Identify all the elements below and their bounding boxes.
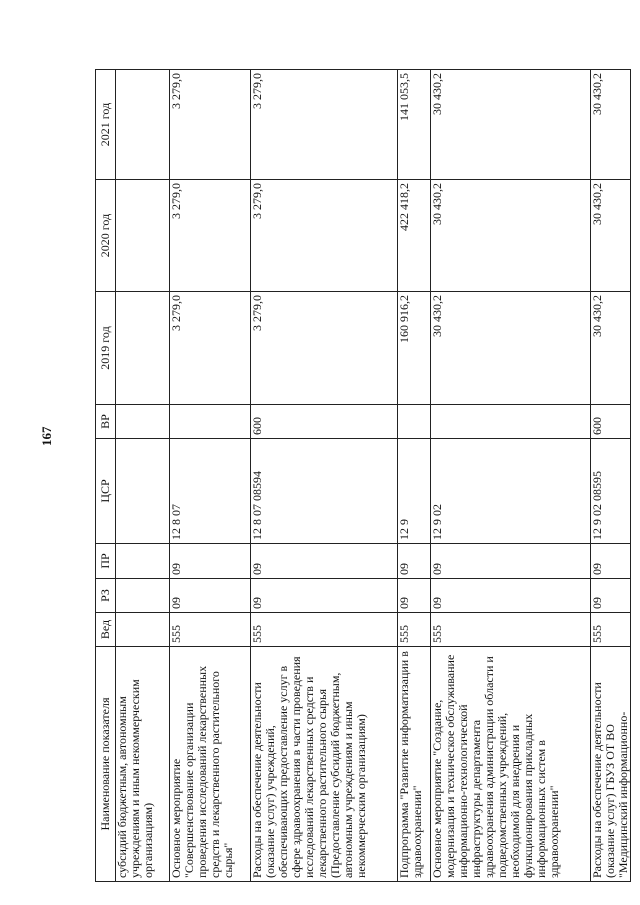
cell-vr: 600 xyxy=(251,405,398,439)
cell-2021: 30 430,2 xyxy=(591,70,631,180)
cell-2021: 141 053,5 xyxy=(398,70,431,180)
cell-name: Подпрограмма "Развитие информатизации в здравоохранении" xyxy=(398,647,431,882)
header-2021: 2021 год xyxy=(96,70,116,180)
cell-vr xyxy=(170,405,251,439)
cell-csr: 12 9 xyxy=(398,439,431,544)
header-rz: РЗ xyxy=(96,579,116,613)
cell-2019 xyxy=(116,292,170,405)
cell-2020: 422 418,2 xyxy=(398,180,431,292)
header-2019: 2019 год xyxy=(96,292,116,405)
cell-name: Расходы на обеспечение деятельности (оказание услуг) учреждений, обеспечивающих предоставление услуг в сфере здравоохранения в части проведения исследований лекарственных средств и лекарственного растительного сырья (Предоставление субсидий бюджетным, автономным учреждениям и иным некоммерческим организациям) xyxy=(251,647,398,882)
header-name: Наименование показателя xyxy=(96,647,116,882)
header-ved: Вед xyxy=(96,613,116,647)
cell-name: Основное мероприятие "Совершенствование организации проведения исследований лекарственных средств и лекарственного растительного сырья" xyxy=(170,647,251,882)
table-row xyxy=(431,70,591,882)
cell-2019: 30 430,2 xyxy=(431,292,591,405)
cell-2019: 3 279,0 xyxy=(251,292,398,405)
cell-2020: 30 430,2 xyxy=(591,180,631,292)
cell-ved: 555 xyxy=(251,613,398,647)
cell-csr: 12 9 02 08595 xyxy=(591,439,631,544)
cell-2019: 30 430,2 xyxy=(591,292,631,405)
cell-2021: 3 279,0 xyxy=(170,70,251,180)
header-csr: ЦСР xyxy=(96,439,116,544)
cell-vr: 600 xyxy=(591,405,631,439)
cell-2021: 3 279,0 xyxy=(251,70,398,180)
header-2020: 2020 год xyxy=(96,180,116,292)
table-row xyxy=(116,70,170,882)
table-row xyxy=(591,70,631,882)
cell-name: субсидий бюджетным, автономным учреждениям и иным некоммерческим организациям) xyxy=(116,647,170,882)
cell-2019: 160 916,2 xyxy=(398,292,431,405)
cell-ved: 555 xyxy=(591,613,631,647)
budget-table xyxy=(95,69,631,882)
cell-vr xyxy=(116,405,170,439)
table-row xyxy=(170,70,251,882)
cell-csr: 12 9 02 xyxy=(431,439,591,544)
cell-rz: 09 xyxy=(251,579,398,613)
cell-csr xyxy=(116,439,170,544)
cell-pr: 09 xyxy=(251,544,398,579)
cell-ved xyxy=(116,613,170,647)
cell-name: Основное мероприятие "Создание, модернизация и техническое обслуживание информационно-технологической инфраструктуры департамента здравоохранения администрации области и подведомственных учреждений, необходимой для внедрения и функционирования прикладных информационных систем в здравоохранении" xyxy=(431,647,591,882)
header-vr: ВР xyxy=(96,405,116,439)
cell-vr xyxy=(398,405,431,439)
cell-pr: 09 xyxy=(591,544,631,579)
cell-rz: 09 xyxy=(398,579,431,613)
cell-csr: 12 8 07 xyxy=(170,439,251,544)
cell-csr: 12 8 07 08594 xyxy=(251,439,398,544)
cell-rz: 09 xyxy=(170,579,251,613)
page-number: 167 xyxy=(39,426,54,446)
cell-ved: 555 xyxy=(170,613,251,647)
cell-rz: 09 xyxy=(591,579,631,613)
cell-pr: 09 xyxy=(398,544,431,579)
cell-rz xyxy=(116,579,170,613)
cell-pr: 09 xyxy=(170,544,251,579)
cell-2021 xyxy=(116,70,170,180)
table-row xyxy=(398,70,431,882)
table-row xyxy=(251,70,398,882)
cell-2019: 3 279,0 xyxy=(170,292,251,405)
cell-2020: 3 279,0 xyxy=(251,180,398,292)
header-pr: ПР xyxy=(96,544,116,579)
cell-2020: 30 430,2 xyxy=(431,180,591,292)
cell-vr xyxy=(431,405,591,439)
cell-ved: 555 xyxy=(431,613,591,647)
cell-rz: 09 xyxy=(431,579,591,613)
rotated-table-wrapper xyxy=(95,70,630,882)
cell-2020: 3 279,0 xyxy=(170,180,251,292)
cell-pr: 09 xyxy=(431,544,591,579)
cell-name: Расходы на обеспечение деятельности (оказание услуг) ГБУЗ ОТ ВО "Медицинский информационно- xyxy=(591,647,631,882)
cell-2020 xyxy=(116,180,170,292)
cell-2021: 30 430,2 xyxy=(431,70,591,180)
cell-ved: 555 xyxy=(398,613,431,647)
header-row xyxy=(96,70,116,882)
cell-pr xyxy=(116,544,170,579)
